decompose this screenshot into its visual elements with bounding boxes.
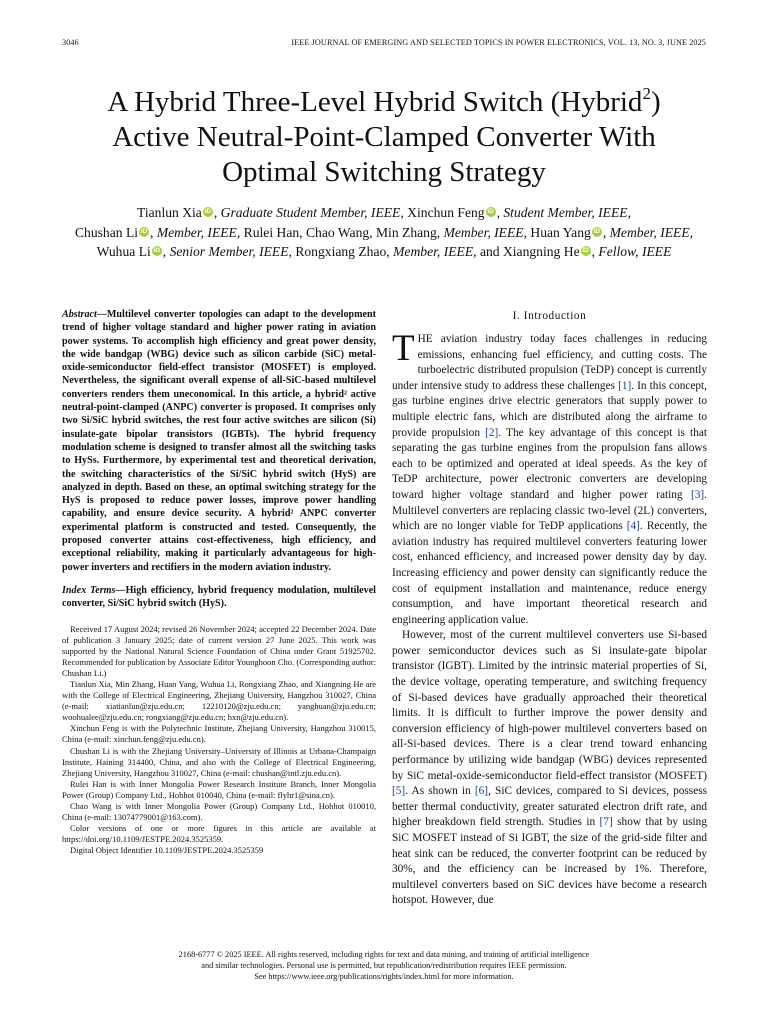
orcid-icon[interactable]: iD (487, 208, 494, 215)
abstract-text: Multilevel converter topologies can adapt to the development trend of higher voltage standard and higher power rating in aviation power systems. To accomplish high efficiency and great power density, the wide bandgap (WBG) device such as silicon carbide (SiC) metal-oxide-semiconductor field-effect transistor (MOSFET) is employed. Nevertheless, the significant overall expense of all-SiC-based multilevel converters renders them uneconomical. In this article, a hybrid² active neutral-point-clamped (ANPC) converter is proposed. It comprises only two Si/SiC hybrid switches, the rest four active switches are silicon (Si) insulate-gate bipolar transistors (IGBTs). The hybrid frequency modulation scheme is designed to transfer almost all the switching tasks to HySs. Furthermore, by experimental test and theoretical derivation, the switching characteristics of the Si/SiC hybrid switch (HyS) are analyzed in depth. Based on these, an optimal switching strategy for the HyS is proposed to reduce power losses, improve power handling capability, and ensure device security. A hybrid² ANPC converter experimental platform is constructed and tested. Consequently, the proposed converter attains cost-effectiveness, high efficiency, and exceptional reliability, making it particularly advantageous for high-power inverters and rectifiers in the modern aviation industry. (62, 309, 376, 573)
paragraph (392, 328, 708, 628)
section-body (392, 328, 708, 909)
footnote: Received 17 August 2024; revised 26 November 2024; accepted 22 December 2024. Date of publication 3 January 2025; date of current version 27 June 2025. This work was supported by the National Natural Science Foundation of China under Grant 51925702. Recommended for publication by Associate Editor Younghoon Cho. (Corresponding author: Chushan Li.) (62, 623, 376, 678)
author-role: Graduate Student Member, IEEE, (220, 205, 404, 220)
title-line-1-text: A Hybrid Three-Level Hybrid Switch (Hybrid (107, 86, 643, 118)
abstract-label: Abstract— (62, 309, 107, 320)
citation-link[interactable]: [6] (474, 785, 489, 798)
author-name: and Xiangning He (479, 244, 580, 259)
copyright-line-3: See https://www.ieee.org/publications/rights/index.html for more information. (254, 972, 514, 982)
paragraph-text: . Recently, the aviation industry has required multilevel converters featuring lower cost, enhanced efficiency, and increased power density day by day. Increasing efficiency and power density can significantly reduce the cost of equipment installation and maintenance, reduce energy consumption, and have important theoretical research and engineering application value. (392, 520, 707, 626)
paragraph-text: However, most of the current multilevel converters use Si-based power semiconductor devices such as Si insulate-gate bipolar transistor (IGBT). Limited by the intrinsic material properties of Si, the device voltage, operating temperature, and switching frequency of Si-based devices have gradually approached their theoretical limits. It is difficult to further improve the power density and conversion efficiency of high-power multilevel converters based on all-Si-based devices. There is a clear trend toward enhancing performance by utilizing wide bandgap (WBG) devices represented by SiC metal-oxide-semiconductor field-effect transistor (MOSFET) (392, 629, 707, 782)
author-role: Member, IEEE, (393, 244, 477, 259)
copyright-notice (62, 949, 706, 983)
index-terms (62, 584, 376, 611)
author-role: Member, IEEE, (156, 224, 241, 240)
citation-link[interactable]: [4] (626, 520, 640, 533)
author-role: Member, IEEE, (609, 224, 694, 240)
citation-link[interactable]: [1] (618, 379, 632, 392)
title-line-1-close: ) (650, 86, 661, 118)
orcid-icon[interactable]: iD (204, 208, 212, 215)
author-role: Student Member, IEEE, (503, 205, 631, 220)
left-column (62, 308, 376, 857)
author-name: Rongxiang Zhao, (295, 244, 390, 259)
section-heading: I. Introduction (512, 310, 587, 322)
author-role: Fellow, IEEE (598, 244, 672, 259)
title-line-2: Active Neutral-Point-Clamped Converter With (112, 121, 656, 153)
footnotes (62, 624, 376, 857)
footnote: Xinchun Feng is with the Polytechnic Institute, Zhejiang University, Hangzhou 310015, China (e-mail: xinchun.feng@zju.edu.cn). (62, 723, 376, 745)
citation-link[interactable]: [7] (599, 816, 613, 829)
title-line-3: Optimal Switching Strategy (222, 156, 546, 188)
copyright-line-1: 2168-6777 © 2025 IEEE. All rights reserved, including rights for text and data mining, and training of artificial intelligence (178, 950, 590, 959)
author-role: Senior Member, IEEE, (169, 244, 292, 259)
footnote: Tianlun Xia, Min Zhang, Huan Yang, Wuhua Li, Rongxiang Zhao, and Xiangning He are with the College of Electrical Engineering, Zhejiang University, Hangzhou 310027, China (e-mail: xiatianlun@zju.edu.cn; 12210120@zju.edu.cn; yanghuan@zju.edu.cn; woohualee@zju.edu.cn; rongxiang@zju.edu.cn; hxn@zju.edu.cn). (62, 679, 376, 723)
citation-link[interactable]: [2] (485, 426, 499, 439)
footnote: Chao Wang is with Inner Mongolia Power (Group) Company Ltd., Hohhot 010010, China (e-mail: 13074779001@163.com). (62, 801, 376, 823)
index-terms-text: High efficiency, hybrid frequency modulation, multilevel converter, Si/SiC hybrid switch (HyS). (62, 584, 376, 610)
abstract (62, 308, 376, 574)
author-role: Member, IEEE, (443, 224, 527, 240)
author-line-2: Chushan Li iD , Member, IEEE, Rulei Han, Chao Wang, Min Zhang, Member, IEEE, Huan Yang iD , Member, IEEE, (74, 224, 694, 240)
paper-title (40, 76, 728, 190)
orcid-icon[interactable]: iD (582, 247, 589, 254)
citation-link[interactable]: [3] (690, 488, 705, 501)
right-column (392, 310, 707, 909)
title-superscript: 2 (642, 84, 651, 103)
footnote: Chushan Li is with the Zhejiang University–University of Illinois at Urbana-Champaign Institute, Haining 314400, China, and also with the College of Electrical Engineering, Zhejiang University, Hangzhou 310027, China (e-mail: chushan@intl.zju.edu.cn). (62, 745, 376, 778)
author-name: Huan Yang (530, 224, 591, 240)
page-number: 3046 (62, 38, 79, 47)
paragraph-text: show that by using SiC MOSFET instead of Si IGBT, the size of the grid-side filter and heat sink can be reduced, the converter footprint can be reduced by 30%, and the efficiency can be increased by 1%. Therefore, multilevel converters based on SiC devices have become a research hotspot. However, due (392, 816, 707, 907)
paragraph-text: . Multilevel converters are replacing classic two-level (2L) converters, which are no longer viable for TeDP applications (392, 488, 707, 533)
paragraph-text: , SiC devices, compared to Si devices, possess better thermal conductivity, greater saturated electron drift rate, and higher breakdown field strength. Studies in (392, 785, 707, 829)
footnote: Color versions of one or more figures in this article are available at https://doi.org/10.1109/JESTPE.2024.3525359. (62, 823, 376, 845)
paragraph-text: . As shown in (405, 785, 475, 798)
paragraph-text: HE aviation industry today faces challenges in reducing emissions, enhancing fuel efficiency, and cutting costs. The turboelectric distributed propulsion (TeDP) concept is currently under intensive study to address these challenges (392, 333, 707, 392)
paragraph-text: . In this concept, gas turbine engines drive electric generators that supply power to multiple electric fans, which are distributed along the airframe to provide propulsion (392, 379, 708, 439)
author-line-3: Wuhua Li iD , Senior Member, IEEE, Rongxiang Zhao, Member, IEEE, and Xiangning He iD , Fellow, IEEE (96, 244, 672, 259)
paragraph (392, 628, 707, 909)
footnote: Rulei Han is with Inner Mongolia Power Research Institute Branch, Inner Mongolia Power (Group) Company Ltd., Hohhot 010040, China (e-mail: flyhr1@sina.cn). (62, 778, 376, 800)
author-name: Tianlun Xia (137, 205, 202, 220)
title-line-1 (40, 76, 728, 120)
author-name: Chushan Li (74, 224, 139, 240)
footnote: Digital Object Identifier 10.1109/JESTPE.2024.3525359 (70, 845, 264, 856)
orcid-icon[interactable]: iD (140, 227, 148, 235)
author-name: Xinchun Feng (407, 205, 485, 220)
author-line-1: Tianlun Xia iD , Graduate Student Member, IEEE, Xinchun Feng iD , Student Member, IEEE, (137, 205, 631, 220)
orcid-icon[interactable]: iD (593, 227, 601, 235)
orcid-icon[interactable]: iD (153, 247, 161, 254)
index-terms-label: Index Terms— (62, 584, 126, 596)
paragraph-text: . The key advantage of this concept is that separating the gas turbine engines from the propulsion fans allows each to be optimized and operated at ideal speeds. As the key of TeDP architecture, power electronic converters are developing toward higher voltage standard and higher power rating (392, 426, 707, 501)
citation-link[interactable]: [5] (392, 785, 406, 798)
author-name: Wuhua Li (96, 244, 151, 259)
drop-cap: T (392, 328, 415, 369)
copyright-line-2: and similar technologies. Personal use is permitted, but republication/redistribution requires IEEE permission. (201, 961, 567, 971)
journal-name: IEEE JOURNAL OF EMERGING AND SELECTED TOPICS IN POWER ELECTRONICS, VOL. 13, NO. 3, JUNE 2025 (291, 38, 706, 47)
author-list (44, 203, 724, 262)
author-name: Rulei Han, Chao Wang, Min Zhang, (243, 224, 441, 240)
